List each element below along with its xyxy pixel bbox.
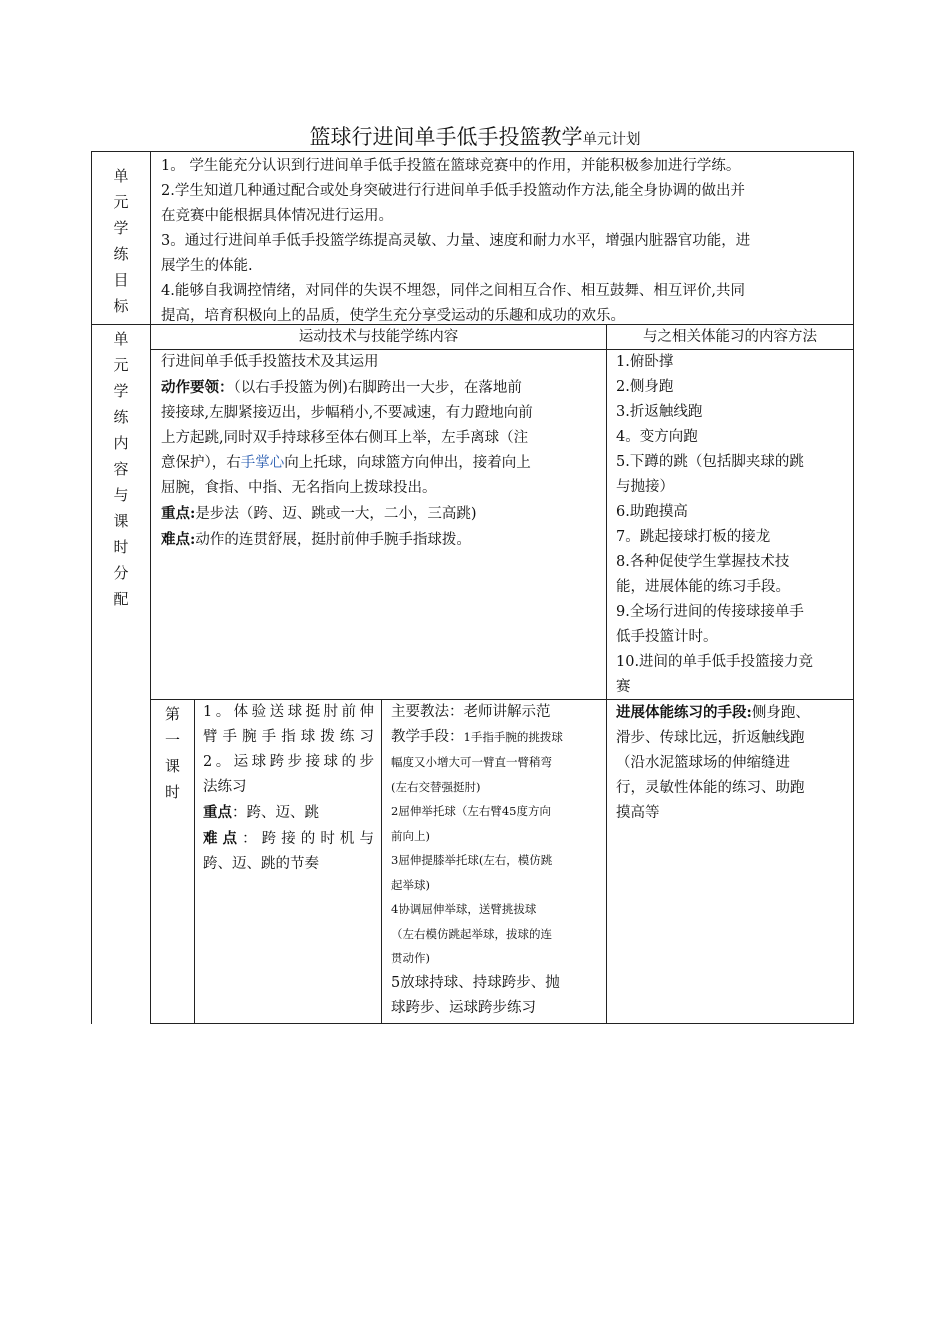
list-item: 2.侧身跑 <box>616 379 674 395</box>
difficulty-label: 难点: <box>161 531 196 548</box>
palm-link-text: 手掌心 <box>240 455 285 471</box>
goal-line: 提高，培育积极向上的品质，使学生充分享受运动的乐趣和成功的欢乐。 <box>161 308 625 324</box>
focus-label: 重点: <box>161 505 196 522</box>
lesson1-fitness-label: 进展体能练习的手段: <box>616 704 752 721</box>
lesson1-difficulty-label: 难点 <box>203 830 243 847</box>
list-item: 7。跳起接球打板的接龙 <box>616 529 771 545</box>
goals-label-cell <box>91 151 150 324</box>
lesson1-content: 1。体验送球挺肘前伸 臂手腕手指球拨练习 2。运球跨步接球的步 法练习 重点：跨、迈、跳 难点：跨接的时机与 跨、迈、跳的节奏 <box>203 704 374 872</box>
list-item: 与抛接） <box>616 479 674 495</box>
list-item: 6.助跑摸高 <box>616 504 688 520</box>
header-right: 与之相关体能习的内容方法 <box>643 329 817 345</box>
lesson1-methods-cell <box>381 699 606 1024</box>
lesson1-content-cell <box>194 699 381 1024</box>
list-item: 9.全场行进间的传接球接单手 <box>616 604 804 620</box>
list-item: 3.折返触线跑 <box>616 404 703 420</box>
content-label: 单 元 学 练 内 容 与 课 时 分 配 <box>113 330 129 608</box>
list-item: 低手投篮计时。 <box>616 629 718 645</box>
list-item: 5.下蹲的跳（包括脚夹球的跳 <box>616 454 804 470</box>
list-item: 赛 <box>616 679 631 695</box>
fitness-list-cell <box>606 349 854 699</box>
list-item: 1.俯卧撑 <box>616 354 674 370</box>
goal-line: 2.学生知道几种通过配合或处身突破进行行进间单手低手投篮动作方法,能全身协调的做出并 <box>161 183 745 199</box>
list-item: 4。变方向跑 <box>616 429 698 445</box>
goals-text <box>161 154 843 329</box>
header-right-cell <box>606 324 854 349</box>
lesson1-fitness-cell <box>606 699 854 1024</box>
list-item: 10.进间的单手低手投篮接力竞 <box>616 654 814 670</box>
goal-line: 在竞赛中能根据具体情况进行运用。 <box>161 208 393 224</box>
lesson1-methods: 主要教法：老师讲解示范 教学手段：1手指手腕的挑拨球 幅度又小增大可一臂直一臂稍弯 (左右交替强挺肘) 2屈伸举托球（左右臂45度方向 前向上) 3屈伸提膝举托球(左右，模仿跳 起举球) 4协调屈伸举球，送臂挑拔球 （左右模仿跳起举球，拔球的连 贯动作) 5放球持球、持球跨步、抛 球跨步、运球跨步练习 <box>391 704 563 1016</box>
page-title <box>0 121 950 151</box>
header-left-cell <box>150 324 606 349</box>
lesson1-focus-label: 重点 <box>203 804 232 821</box>
title-sub: 单元计划 <box>582 132 641 148</box>
list-item: 能，进展体能的练习手段。 <box>616 579 790 595</box>
goals-content-cell <box>150 151 854 324</box>
technique-cell <box>150 349 606 699</box>
lesson1-label-cell <box>150 699 194 1024</box>
goal-line: 1。 学生能充分认识到行进间单手低手投篮在篮球竞赛中的作用，并能积极参加进行学练。 <box>161 158 741 174</box>
goal-line: 展学生的体能. <box>161 258 253 274</box>
key-points-label: 动作要领： <box>161 379 234 396</box>
technique-text: 行进间单手低手投篮技术及其运用 动作要领：（以右手投篮为例)右脚跨出一大步，在落地前 接接球,左脚紧接迈出，步幅稍小,不要减速，有力蹬地向前 上方起跳,同时双手持球移至体右侧耳上举，左手离球（注 意保护），右手掌心向上托球，向球篮方向伸出，接着向上 屈腕，食指、中指、无名指向上拨球投出。 重点:是步法（跨、迈、跳或一大，二小，三高跳) 难点:动作的连贯舒展，挺肘前伸手腕手指球拨。 <box>161 350 598 553</box>
goal-line: 3。通过行进间单手低手投篮学练提高灵敏、力量、速度和耐力水平，增强内脏器官功能，进 <box>161 233 751 249</box>
technique-heading: 行进间单手低手投篮技术及其运用 <box>161 354 379 370</box>
lesson1-fitness: 进展体能练习的手段:侧身跑、 滑步、传球比远，折返触线跑 （沿水泥篮球场的伸缩缝进 行，灵敏性体能的练习、助跑 摸高等 <box>616 704 810 821</box>
content-label-cell <box>91 324 150 1024</box>
header-left: 运动技术与技能学练内容 <box>298 329 459 345</box>
lesson1-label: 第 一 课 时 <box>164 705 180 801</box>
goals-label: 单 元 学 练 目 标 <box>113 167 129 315</box>
fitness-list <box>616 350 845 700</box>
title-main: 篮球行进间单手低手投篮教学 <box>309 125 583 149</box>
list-item: 8.各种促使学生掌握技术技 <box>616 554 790 570</box>
goal-line: 4.能够自我调控情绪，对同伴的失误不埋怨，同伴之间相互合作、相互鼓舞、相互评价,共同 <box>161 283 745 299</box>
